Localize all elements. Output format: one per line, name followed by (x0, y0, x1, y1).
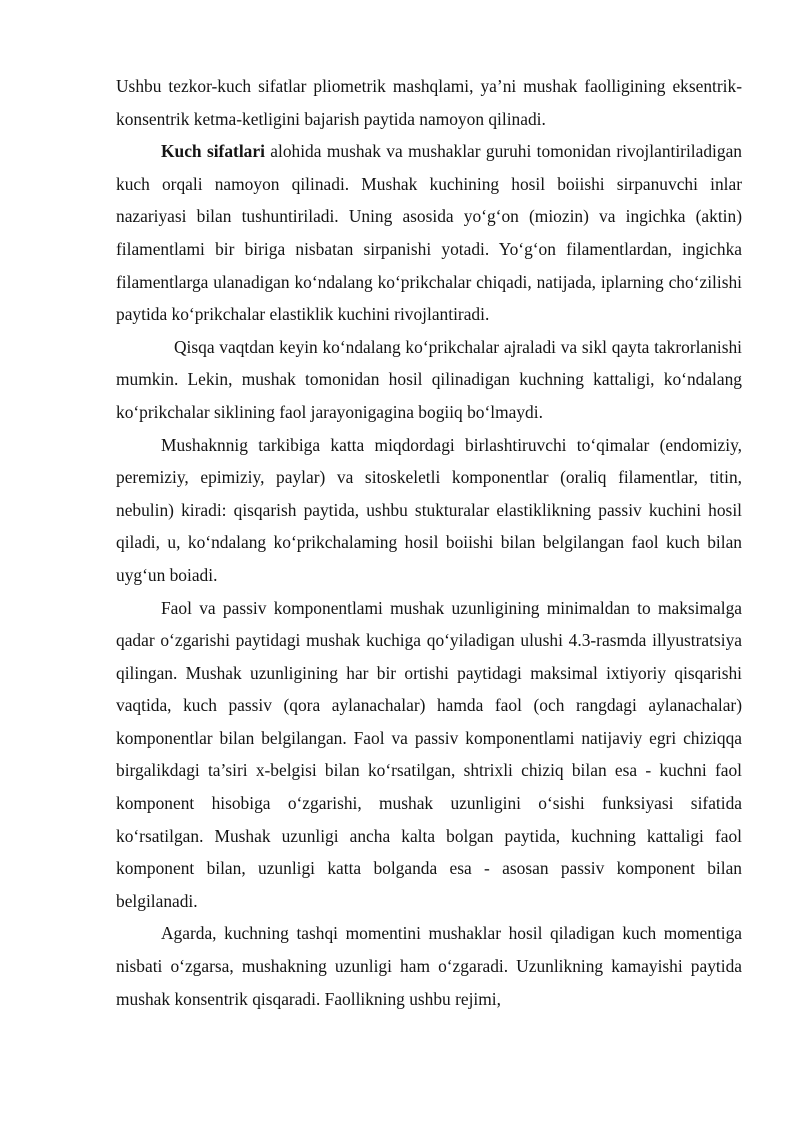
paragraph-strength-qualities (116, 135, 742, 331)
paragraph-external-moment: Agarda, kuchning tashqi momentini mushaklar hosil qiladigan kuch momentiga nisbati o‘zgarsa, mushakning uzunligi ham o‘zgaradi. Uzunlikning kamayishi paytida mushak konsentrik qisqaradi. Faollikning ushbu rejimi, (116, 923, 742, 1009)
paragraph-connective-tissue: Mushaknnig tarkibiga katta miqdordagi birlashtiruvchi to‘qimalar (endomiziy, peremiziy, epimiziy, paylar) va sitoskeletli komponentlar (oraliq filamentlar, titin, nebulin) kiradi: qisqarish paytida, ushbu stukturalar elastiklikning passiv kuchini hosil qiladi, u, ko‘ndalang ko‘prikchalaming hosil boiishi bilan belgilangan faol kuch bilan uyg‘un boiadi. (116, 434, 742, 585)
paragraph-active-passive-components: Faol va passiv komponentlami mushak uzunligining minimaldan to maksimalga qadar o‘zgarishi paytidagi mushak kuchiga qo‘yiladigan ulushi 4.3-rasmda illyustratsiya qilingan. Mushak uzunligining har bir ortishi paytidagi maksimal ixtiyoriy qisqarishi vaqtida, kuch passiv (qora aylanachalar) hamda faol (och rangdagi aylanachalar) komponentlar bilan belgilangan. Faol va passiv komponentlami natijaviy egri chiziqqa birgalikdagi ta’siri x-belgisi bilan ko‘rsatilgan, shtrixli chiziq bilan esa - kuchni faol komponent hisobiga o‘zgarishi, mushak uzunligini o‘sishi funksiyasi sifatida ko‘rsatilgan. Mushak uzunligi ancha kalta bolgan paytida, kuchning kattaligi faol komponent bilan, uzunligi katta bolganda esa - asosan passiv komponent bilan belgilanadi. (116, 597, 742, 911)
document-page (116, 70, 742, 1015)
paragraph-crossbridge-cycle: Qisqa vaqtdan keyin ko‘ndalang ko‘prikchalar ajraladi va sikl qayta takrorlanishi mumkin. Lekin, mushak tomonidan hosil qilinadigan kuchning kattaligi, ko‘ndalang ko‘prikchalar siklining faol jarayonigagina bogiiq bo‘lmaydi. (116, 336, 742, 422)
paragraph-strength-qualities-text: alohida mushak va mushaklar guruhi tomonidan rivojlantiriladigan kuch orqali namoyon qilinadi. Mushak kuchining hosil boiishi sirpanuvchi inlar nazariyasi bilan tushuntiriladi. Uning asosida yo‘g‘on (miozin) va ingichka (aktin) filamentlami bir biriga nisbatan sirpanishi yotadi. Yo‘g‘on filamentlardan, ingichka filamentlarga ulanadigan ko‘ndalang ko‘prikchalar chiqadi, natijada, iplarning cho‘zilishi paytida ko‘prikchalar elastiklik kuchini rivojlantiradi. (116, 141, 742, 325)
term-strength-qualities: Kuch sifatlari (161, 141, 265, 162)
paragraph-plyometric: Ushbu tezkor-kuch sifatlar pliometrik mashqlami, ya’ni mushak faolligining eksentrik-konsentrik ketma-ketligini bajarish paytida namoyon qilinadi. (116, 76, 742, 129)
